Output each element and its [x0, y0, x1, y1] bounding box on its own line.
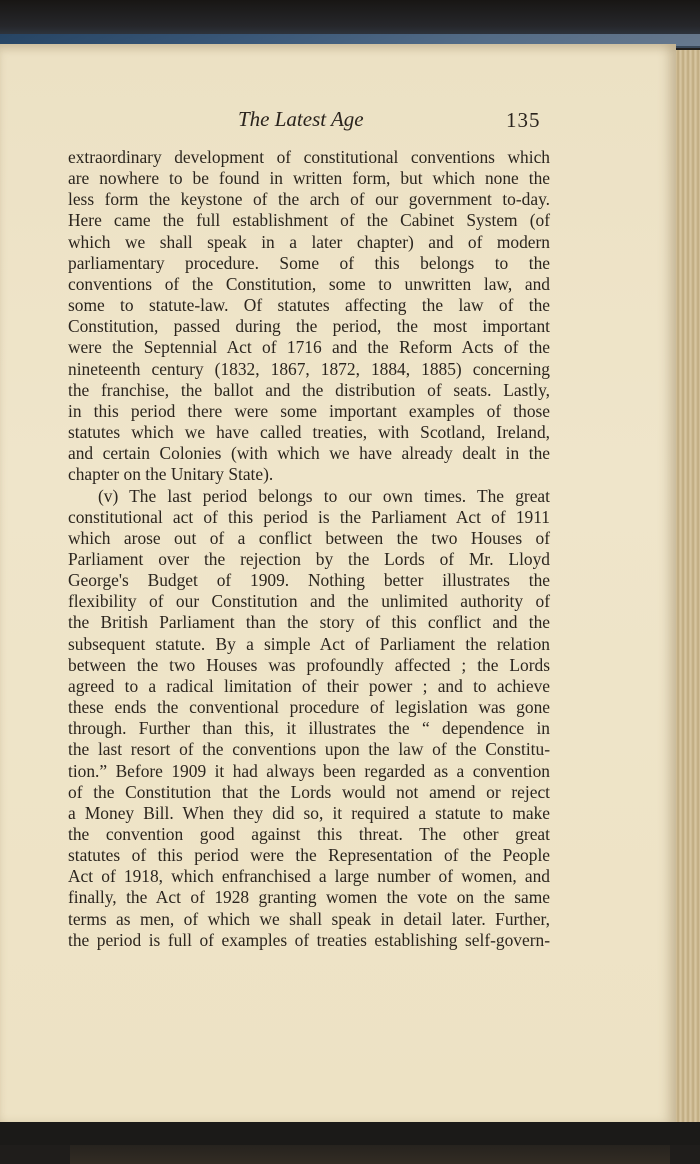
text-line: of the Constitution that the Lords would not amend or reject [68, 781, 550, 802]
text-line: constitutional act of this period is the Parliament Act of 1911 [68, 506, 550, 527]
text-line: statutes which we have called treaties, with Scotland, Ireland, [68, 422, 550, 443]
text-line: through. Further than this, it illustrates the “ dependence in [68, 718, 550, 739]
text-line: Constitution, passed during the period, the most important [68, 316, 550, 337]
text-line: a Money Bill. When they did so, it required a statute to make [68, 802, 550, 823]
scan-bottom-border [0, 1122, 700, 1145]
text-line: the period is full of examples of treaties establishing self-govern- [68, 929, 550, 950]
text-line: terms as men, of which we shall speak in detail later. Further, [68, 908, 550, 929]
text-line: Parliament over the rejection by the Lords of Mr. Lloyd [68, 548, 550, 569]
text-line: agreed to a radical limitation of their power ; and to achieve [68, 675, 550, 696]
page-body-text [68, 147, 550, 951]
text-line: statutes of this period were the Representation of the People [68, 845, 550, 866]
text-line: conventions of the Constitution, some to unwritten law, and [68, 273, 550, 294]
running-head-title: The Latest Age [238, 107, 364, 131]
text-line: tion.” Before 1909 it had always been regarded as a convention [68, 760, 550, 781]
text-line: parliamentary procedure. Some of this belongs to the [68, 252, 550, 273]
text-line: extraordinary development of constitutional conventions which [68, 147, 550, 167]
text-line: are nowhere to be found in written form, but which none the [68, 168, 550, 189]
text-line: which arose out of a conflict between the two Houses of [68, 527, 550, 548]
text-line: the franchise, the ballot and the distribution of seats. Lastly, [68, 379, 550, 400]
text-line: flexibility of our Constitution and the unlimited authority of [68, 591, 550, 612]
text-line: between the two Houses was profoundly affected ; the Lords [68, 654, 550, 675]
text-line: the British Parliament than the story of this conflict and the [68, 612, 550, 633]
text-line: chapter on the Unitary State). [68, 464, 274, 485]
text-line: the convention good against this threat. The other great [68, 824, 550, 844]
text-line: Act of 1918, which enfranchised a large number of women, and [68, 866, 550, 887]
text-line: in this period there were some important examples of those [68, 400, 550, 421]
text-line: were the Septennial Act of 1716 and the Reform Acts of the [68, 337, 550, 358]
text-line: nineteenth century (1832, 1867, 1872, 1884, 1885) concerning [68, 358, 550, 379]
text-line: these ends the conventional procedure of legislation was gone [68, 697, 550, 718]
text-line: less form the keystone of the arch of our government to-day. [68, 189, 550, 210]
paragraph-start-line: (v) The last period belongs to our own times. The great [98, 485, 550, 506]
text-line: Here came the full establishment of the Cabinet System (of [68, 210, 550, 231]
text-line: subsequent statute. By a simple Act of Parliament the relation [68, 633, 550, 654]
text-line: the last resort of the conventions upon the law of the Constitu- [68, 739, 550, 760]
text-line: finally, the Act of 1928 granting women the vote on the same [68, 887, 550, 908]
text-line: which we shall speak in a later chapter) and of modern [68, 231, 550, 252]
text-line: George's Budget of 1909. Nothing better illustrates the [68, 570, 550, 591]
page-number: 135 [506, 108, 541, 132]
text-line: and certain Colonies (with which we have already dealt in the [68, 443, 550, 464]
text-line: some to statute-law. Of statutes affecting the law of the [68, 295, 550, 316]
